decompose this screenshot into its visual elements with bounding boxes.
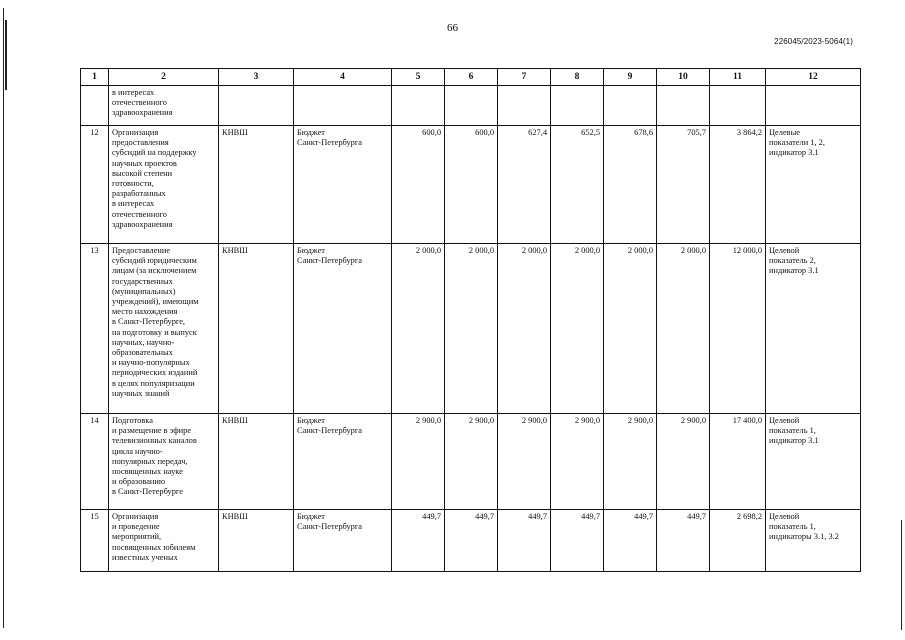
year-value: 678,6 (604, 126, 657, 244)
measure-name: в интересах отечественного здравоохранения (109, 86, 219, 126)
column-header-9: 9 (604, 69, 657, 86)
year-value: 2 900,0 (498, 414, 551, 510)
year-value (604, 86, 657, 126)
executor: КНВШ (219, 126, 294, 244)
column-header-2: 2 (109, 69, 219, 86)
year-value: 449,7 (392, 510, 445, 572)
year-value: 2 900,0 (392, 414, 445, 510)
row-number: 12 (81, 126, 109, 244)
target-indicators: Целевой показатель 1, индикаторы 3.1, 3.2 (766, 510, 861, 572)
column-header-7: 7 (498, 69, 551, 86)
year-value: 2 000,0 (657, 244, 710, 414)
executor: КНВШ (219, 510, 294, 572)
year-value: 705,7 (657, 126, 710, 244)
measure-name: Организация предоставления субсидий на поддержку научных проектов высокой степени готовности, разработанных в интересах отечественного здравоохранения (109, 126, 219, 244)
column-header-10: 10 (657, 69, 710, 86)
year-value: 2 900,0 (551, 414, 604, 510)
year-value: 2 000,0 (604, 244, 657, 414)
table-row (81, 126, 861, 244)
funding-source: Бюджет Санкт-Петербурга (294, 126, 392, 244)
row-number: 15 (81, 510, 109, 572)
year-value: 600,0 (445, 126, 498, 244)
page-number: 66 (447, 22, 458, 34)
year-value (445, 86, 498, 126)
column-header-5: 5 (392, 69, 445, 86)
program-table (80, 68, 861, 572)
row-number (81, 86, 109, 126)
year-value: 449,7 (657, 510, 710, 572)
column-header-8: 8 (551, 69, 604, 86)
executor: КНВШ (219, 244, 294, 414)
total-value: 3 864,2 (710, 126, 766, 244)
measure-name: Подготовка и размещение в эфире телевизионных каналов цикла научно- популярных передач, посвященных науке и образованию в Санкт-Петербурге (109, 414, 219, 510)
year-value: 449,7 (498, 510, 551, 572)
year-value: 449,7 (445, 510, 498, 572)
executor (219, 86, 294, 126)
header-row (81, 69, 861, 86)
target-indicators: Целевой показатель 2, индикатор 3.1 (766, 244, 861, 414)
year-value (657, 86, 710, 126)
column-header-11: 11 (710, 69, 766, 86)
column-header-3: 3 (219, 69, 294, 86)
target-indicators: Целевые показатели 1, 2, индикатор 3.1 (766, 126, 861, 244)
year-value (551, 86, 604, 126)
year-value (498, 86, 551, 126)
year-value: 2 000,0 (498, 244, 551, 414)
year-value: 2 900,0 (604, 414, 657, 510)
year-value: 2 000,0 (392, 244, 445, 414)
target-indicators: Целевой показатель 1, индикатор 3.1 (766, 414, 861, 510)
year-value (392, 86, 445, 126)
year-value: 600,0 (392, 126, 445, 244)
funding-source: Бюджет Санкт-Петербурга (294, 510, 392, 572)
column-header-6: 6 (445, 69, 498, 86)
year-value: 652,5 (551, 126, 604, 244)
measure-name: Организация и проведение мероприятий, посвященных юбилеям известных ученых (109, 510, 219, 572)
year-value: 2 900,0 (657, 414, 710, 510)
row-number: 14 (81, 414, 109, 510)
document-id: 226045/2023-5064(1) (774, 37, 853, 46)
target-indicators (766, 86, 861, 126)
year-value: 2 900,0 (445, 414, 498, 510)
table-row (81, 414, 861, 510)
column-header-4: 4 (294, 69, 392, 86)
scan-edge-left (3, 8, 4, 628)
total-value: 12 000,0 (710, 244, 766, 414)
total-value (710, 86, 766, 126)
funding-source: Бюджет Санкт-Петербурга (294, 414, 392, 510)
funding-source (294, 86, 392, 126)
scan-edge-right (901, 520, 902, 630)
row-number: 13 (81, 244, 109, 414)
total-value: 2 698,2 (710, 510, 766, 572)
column-header-12: 12 (766, 69, 861, 86)
table-row (81, 510, 861, 572)
year-value: 627,4 (498, 126, 551, 244)
year-value: 449,7 (551, 510, 604, 572)
total-value: 17 400,0 (710, 414, 766, 510)
table-row (81, 86, 861, 126)
year-value: 449,7 (604, 510, 657, 572)
column-header-1: 1 (81, 69, 109, 86)
year-value: 2 000,0 (445, 244, 498, 414)
year-value: 2 000,0 (551, 244, 604, 414)
table-row (81, 244, 861, 414)
measure-name: Предоставление субсидий юридическим лицам (за исключением государственных (муниципальных) учреждений), имеющим место нахождения в Санкт-Петербурге, на подготовку и выпуск научных, научно- образовательных и научно-популярных периодических изданий в целях популяризации научных знаний (109, 244, 219, 414)
executor: КНВШ (219, 414, 294, 510)
funding-source: Бюджет Санкт-Петербурга (294, 244, 392, 414)
